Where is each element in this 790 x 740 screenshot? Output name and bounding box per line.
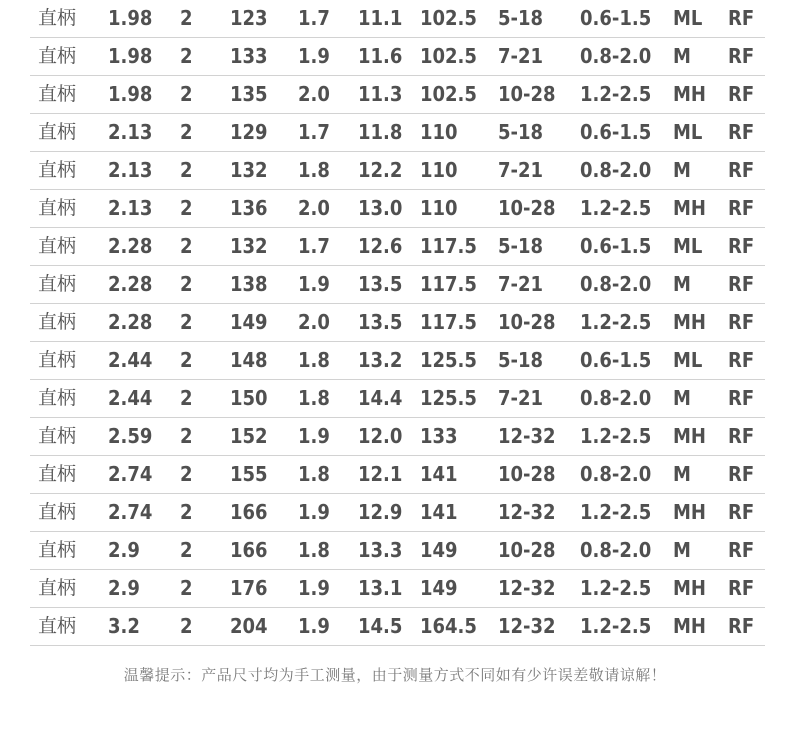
table-row	[30, 114, 765, 152]
cell-tip-diameter: 13.5	[358, 310, 403, 334]
cell-butt-diameter: 117.5	[420, 234, 477, 258]
table-row	[30, 190, 765, 228]
table-row	[30, 0, 765, 38]
cell-butt-diameter: 125.5	[420, 386, 477, 410]
table-row	[30, 494, 765, 532]
cell-handle-type: 直柄	[38, 615, 77, 637]
cell-sections: 2	[180, 6, 193, 30]
cell-action: RF	[728, 120, 755, 144]
cell-tip-diameter: 13.1	[358, 576, 403, 600]
cell-action: RF	[728, 310, 755, 334]
cell-length-m: 2.44	[108, 386, 153, 410]
cell-closed-length: 133	[230, 44, 268, 68]
cell-weight: 2.0	[298, 196, 330, 220]
cell-sections: 2	[180, 386, 193, 410]
cell-butt-diameter: 102.5	[420, 82, 477, 106]
cell-length-m: 2.74	[108, 462, 153, 486]
cell-weight: 1.8	[298, 538, 330, 562]
cell-action: RF	[728, 576, 755, 600]
cell-sections: 2	[180, 272, 193, 296]
cell-sections: 2	[180, 310, 193, 334]
cell-power: M	[673, 272, 691, 296]
cell-closed-length: 129	[230, 120, 268, 144]
cell-handle-type: 直柄	[38, 197, 77, 219]
cell-length-m: 2.9	[108, 538, 140, 562]
table-row	[30, 418, 765, 456]
cell-weight: 1.7	[298, 6, 330, 30]
cell-lure-weight: 10-28	[498, 462, 556, 486]
cell-length-m: 2.44	[108, 348, 153, 372]
cell-line-range: 0.8-2.0	[580, 462, 652, 486]
cell-action: RF	[728, 348, 755, 372]
cell-line-range: 0.6-1.5	[580, 6, 652, 30]
cell-closed-length: 152	[230, 424, 268, 448]
cell-length-m: 2.28	[108, 234, 153, 258]
cell-handle-type: 直柄	[38, 349, 77, 371]
cell-sections: 2	[180, 44, 193, 68]
cell-line-range: 1.2-2.5	[580, 310, 652, 334]
cell-weight: 1.9	[298, 576, 330, 600]
cell-power: MH	[673, 310, 706, 334]
cell-handle-type: 直柄	[38, 121, 77, 143]
cell-sections: 2	[180, 500, 193, 524]
cell-handle-type: 直柄	[38, 7, 77, 29]
cell-handle-type: 直柄	[38, 425, 77, 447]
cell-length-m: 2.13	[108, 196, 153, 220]
cell-closed-length: 166	[230, 538, 268, 562]
table-row	[30, 608, 765, 646]
cell-closed-length: 132	[230, 234, 268, 258]
cell-handle-type: 直柄	[38, 539, 77, 561]
cell-butt-diameter: 149	[420, 538, 458, 562]
cell-action: RF	[728, 6, 755, 30]
cell-power: MH	[673, 196, 706, 220]
cell-handle-type: 直柄	[38, 235, 77, 257]
cell-closed-length: 135	[230, 82, 268, 106]
cell-weight: 1.9	[298, 272, 330, 296]
cell-length-m: 2.9	[108, 576, 140, 600]
cell-power: M	[673, 538, 691, 562]
cell-closed-length: 136	[230, 196, 268, 220]
cell-power: M	[673, 462, 691, 486]
cell-lure-weight: 5-18	[498, 234, 544, 258]
cell-butt-diameter: 117.5	[420, 310, 477, 334]
cell-sections: 2	[180, 158, 193, 182]
cell-tip-diameter: 13.5	[358, 272, 403, 296]
cell-closed-length: 138	[230, 272, 268, 296]
cell-lure-weight: 12-32	[498, 614, 556, 638]
spec-table	[30, 0, 765, 646]
table-row	[30, 304, 765, 342]
cell-butt-diameter: 102.5	[420, 6, 477, 30]
cell-lure-weight: 10-28	[498, 310, 556, 334]
cell-tip-diameter: 11.1	[358, 6, 403, 30]
cell-line-range: 1.2-2.5	[580, 500, 652, 524]
cell-lure-weight: 10-28	[498, 196, 556, 220]
cell-sections: 2	[180, 424, 193, 448]
cell-line-range: 0.8-2.0	[580, 538, 652, 562]
cell-power: ML	[673, 348, 703, 372]
cell-length-m: 2.59	[108, 424, 153, 448]
cell-power: MH	[673, 576, 706, 600]
cell-closed-length: 148	[230, 348, 268, 372]
table-row	[30, 76, 765, 114]
table-row	[30, 570, 765, 608]
cell-weight: 2.0	[298, 310, 330, 334]
cell-lure-weight: 7-21	[498, 386, 544, 410]
cell-lure-weight: 5-18	[498, 6, 544, 30]
cell-action: RF	[728, 196, 755, 220]
cell-lure-weight: 12-32	[498, 500, 556, 524]
cell-sections: 2	[180, 614, 193, 638]
cell-action: RF	[728, 386, 755, 410]
footnote-note: 温馨提示：产品尺寸均为手工测量，由于测量方式不同如有少许误差敬请谅解！	[123, 666, 667, 684]
cell-butt-diameter: 125.5	[420, 348, 477, 372]
cell-butt-diameter: 164.5	[420, 614, 477, 638]
table-row	[30, 228, 765, 266]
cell-butt-diameter: 149	[420, 576, 458, 600]
cell-butt-diameter: 110	[420, 196, 458, 220]
cell-tip-diameter: 14.4	[358, 386, 403, 410]
cell-action: RF	[728, 462, 755, 486]
cell-handle-type: 直柄	[38, 83, 77, 105]
cell-action: RF	[728, 614, 755, 638]
cell-power: ML	[673, 234, 703, 258]
cell-weight: 1.7	[298, 120, 330, 144]
cell-butt-diameter: 117.5	[420, 272, 477, 296]
cell-line-range: 0.6-1.5	[580, 348, 652, 372]
cell-handle-type: 直柄	[38, 463, 77, 485]
cell-sections: 2	[180, 196, 193, 220]
cell-line-range: 1.2-2.5	[580, 424, 652, 448]
cell-handle-type: 直柄	[38, 577, 77, 599]
cell-weight: 2.0	[298, 82, 330, 106]
cell-tip-diameter: 12.1	[358, 462, 403, 486]
cell-lure-weight: 10-28	[498, 82, 556, 106]
cell-lure-weight: 5-18	[498, 348, 544, 372]
cell-action: RF	[728, 500, 755, 524]
cell-butt-diameter: 141	[420, 500, 458, 524]
cell-tip-diameter: 12.0	[358, 424, 403, 448]
cell-sections: 2	[180, 234, 193, 258]
cell-tip-diameter: 12.6	[358, 234, 403, 258]
cell-length-m: 1.98	[108, 44, 153, 68]
cell-sections: 2	[180, 462, 193, 486]
cell-action: RF	[728, 44, 755, 68]
cell-butt-diameter: 110	[420, 120, 458, 144]
cell-handle-type: 直柄	[38, 273, 77, 295]
cell-closed-length: 204	[230, 614, 268, 638]
cell-sections: 2	[180, 120, 193, 144]
cell-handle-type: 直柄	[38, 159, 77, 181]
cell-tip-diameter: 13.3	[358, 538, 403, 562]
cell-butt-diameter: 102.5	[420, 44, 477, 68]
cell-power: M	[673, 158, 691, 182]
cell-tip-diameter: 13.2	[358, 348, 403, 372]
cell-butt-diameter: 110	[420, 158, 458, 182]
cell-tip-diameter: 11.6	[358, 44, 403, 68]
table-row	[30, 342, 765, 380]
table-row	[30, 38, 765, 76]
cell-weight: 1.9	[298, 424, 330, 448]
cell-action: RF	[728, 158, 755, 182]
cell-length-m: 3.2	[108, 614, 140, 638]
cell-tip-diameter: 13.0	[358, 196, 403, 220]
cell-weight: 1.9	[298, 500, 330, 524]
cell-line-range: 0.6-1.5	[580, 234, 652, 258]
cell-sections: 2	[180, 538, 193, 562]
cell-power: M	[673, 386, 691, 410]
cell-lure-weight: 7-21	[498, 272, 544, 296]
cell-lure-weight: 12-32	[498, 424, 556, 448]
cell-line-range: 0.8-2.0	[580, 272, 652, 296]
cell-tip-diameter: 12.9	[358, 500, 403, 524]
cell-line-range: 0.6-1.5	[580, 120, 652, 144]
cell-lure-weight: 7-21	[498, 44, 544, 68]
cell-action: RF	[728, 82, 755, 106]
table-row	[30, 380, 765, 418]
cell-closed-length: 132	[230, 158, 268, 182]
cell-power: MH	[673, 500, 706, 524]
cell-line-range: 1.2-2.5	[580, 82, 652, 106]
cell-power: M	[673, 44, 691, 68]
cell-power: MH	[673, 424, 706, 448]
cell-handle-type: 直柄	[38, 311, 77, 333]
cell-action: RF	[728, 538, 755, 562]
cell-closed-length: 123	[230, 6, 268, 30]
cell-lure-weight: 10-28	[498, 538, 556, 562]
table-row	[30, 152, 765, 190]
cell-action: RF	[728, 234, 755, 258]
cell-power: MH	[673, 614, 706, 638]
cell-lure-weight: 5-18	[498, 120, 544, 144]
cell-lure-weight: 12-32	[498, 576, 556, 600]
cell-weight: 1.8	[298, 386, 330, 410]
cell-line-range: 0.8-2.0	[580, 158, 652, 182]
cell-handle-type: 直柄	[38, 45, 77, 67]
cell-line-range: 0.8-2.0	[580, 44, 652, 68]
cell-butt-diameter: 141	[420, 462, 458, 486]
cell-length-m: 1.98	[108, 82, 153, 106]
cell-action: RF	[728, 272, 755, 296]
cell-weight: 1.9	[298, 44, 330, 68]
cell-weight: 1.8	[298, 462, 330, 486]
cell-line-range: 1.2-2.5	[580, 614, 652, 638]
cell-length-m: 2.28	[108, 272, 153, 296]
table-row	[30, 532, 765, 570]
cell-power: MH	[673, 82, 706, 106]
cell-closed-length: 166	[230, 500, 268, 524]
cell-closed-length: 176	[230, 576, 268, 600]
cell-weight: 1.8	[298, 158, 330, 182]
cell-sections: 2	[180, 348, 193, 372]
cell-tip-diameter: 11.8	[358, 120, 403, 144]
cell-closed-length: 149	[230, 310, 268, 334]
cell-lure-weight: 7-21	[498, 158, 544, 182]
table-row	[30, 456, 765, 494]
cell-length-m: 2.13	[108, 120, 153, 144]
cell-sections: 2	[180, 82, 193, 106]
cell-length-m: 2.74	[108, 500, 153, 524]
cell-line-range: 1.2-2.5	[580, 196, 652, 220]
cell-sections: 2	[180, 576, 193, 600]
cell-length-m: 2.13	[108, 158, 153, 182]
cell-closed-length: 155	[230, 462, 268, 486]
cell-length-m: 2.28	[108, 310, 153, 334]
cell-length-m: 1.98	[108, 6, 153, 30]
cell-closed-length: 150	[230, 386, 268, 410]
cell-power: ML	[673, 120, 703, 144]
cell-tip-diameter: 14.5	[358, 614, 403, 638]
cell-power: ML	[673, 6, 703, 30]
cell-line-range: 0.8-2.0	[580, 386, 652, 410]
cell-handle-type: 直柄	[38, 387, 77, 409]
cell-handle-type: 直柄	[38, 501, 77, 523]
cell-tip-diameter: 12.2	[358, 158, 403, 182]
cell-butt-diameter: 133	[420, 424, 458, 448]
cell-weight: 1.8	[298, 348, 330, 372]
table-row	[30, 266, 765, 304]
cell-line-range: 1.2-2.5	[580, 576, 652, 600]
cell-tip-diameter: 11.3	[358, 82, 403, 106]
cell-weight: 1.9	[298, 614, 330, 638]
cell-weight: 1.7	[298, 234, 330, 258]
cell-action: RF	[728, 424, 755, 448]
